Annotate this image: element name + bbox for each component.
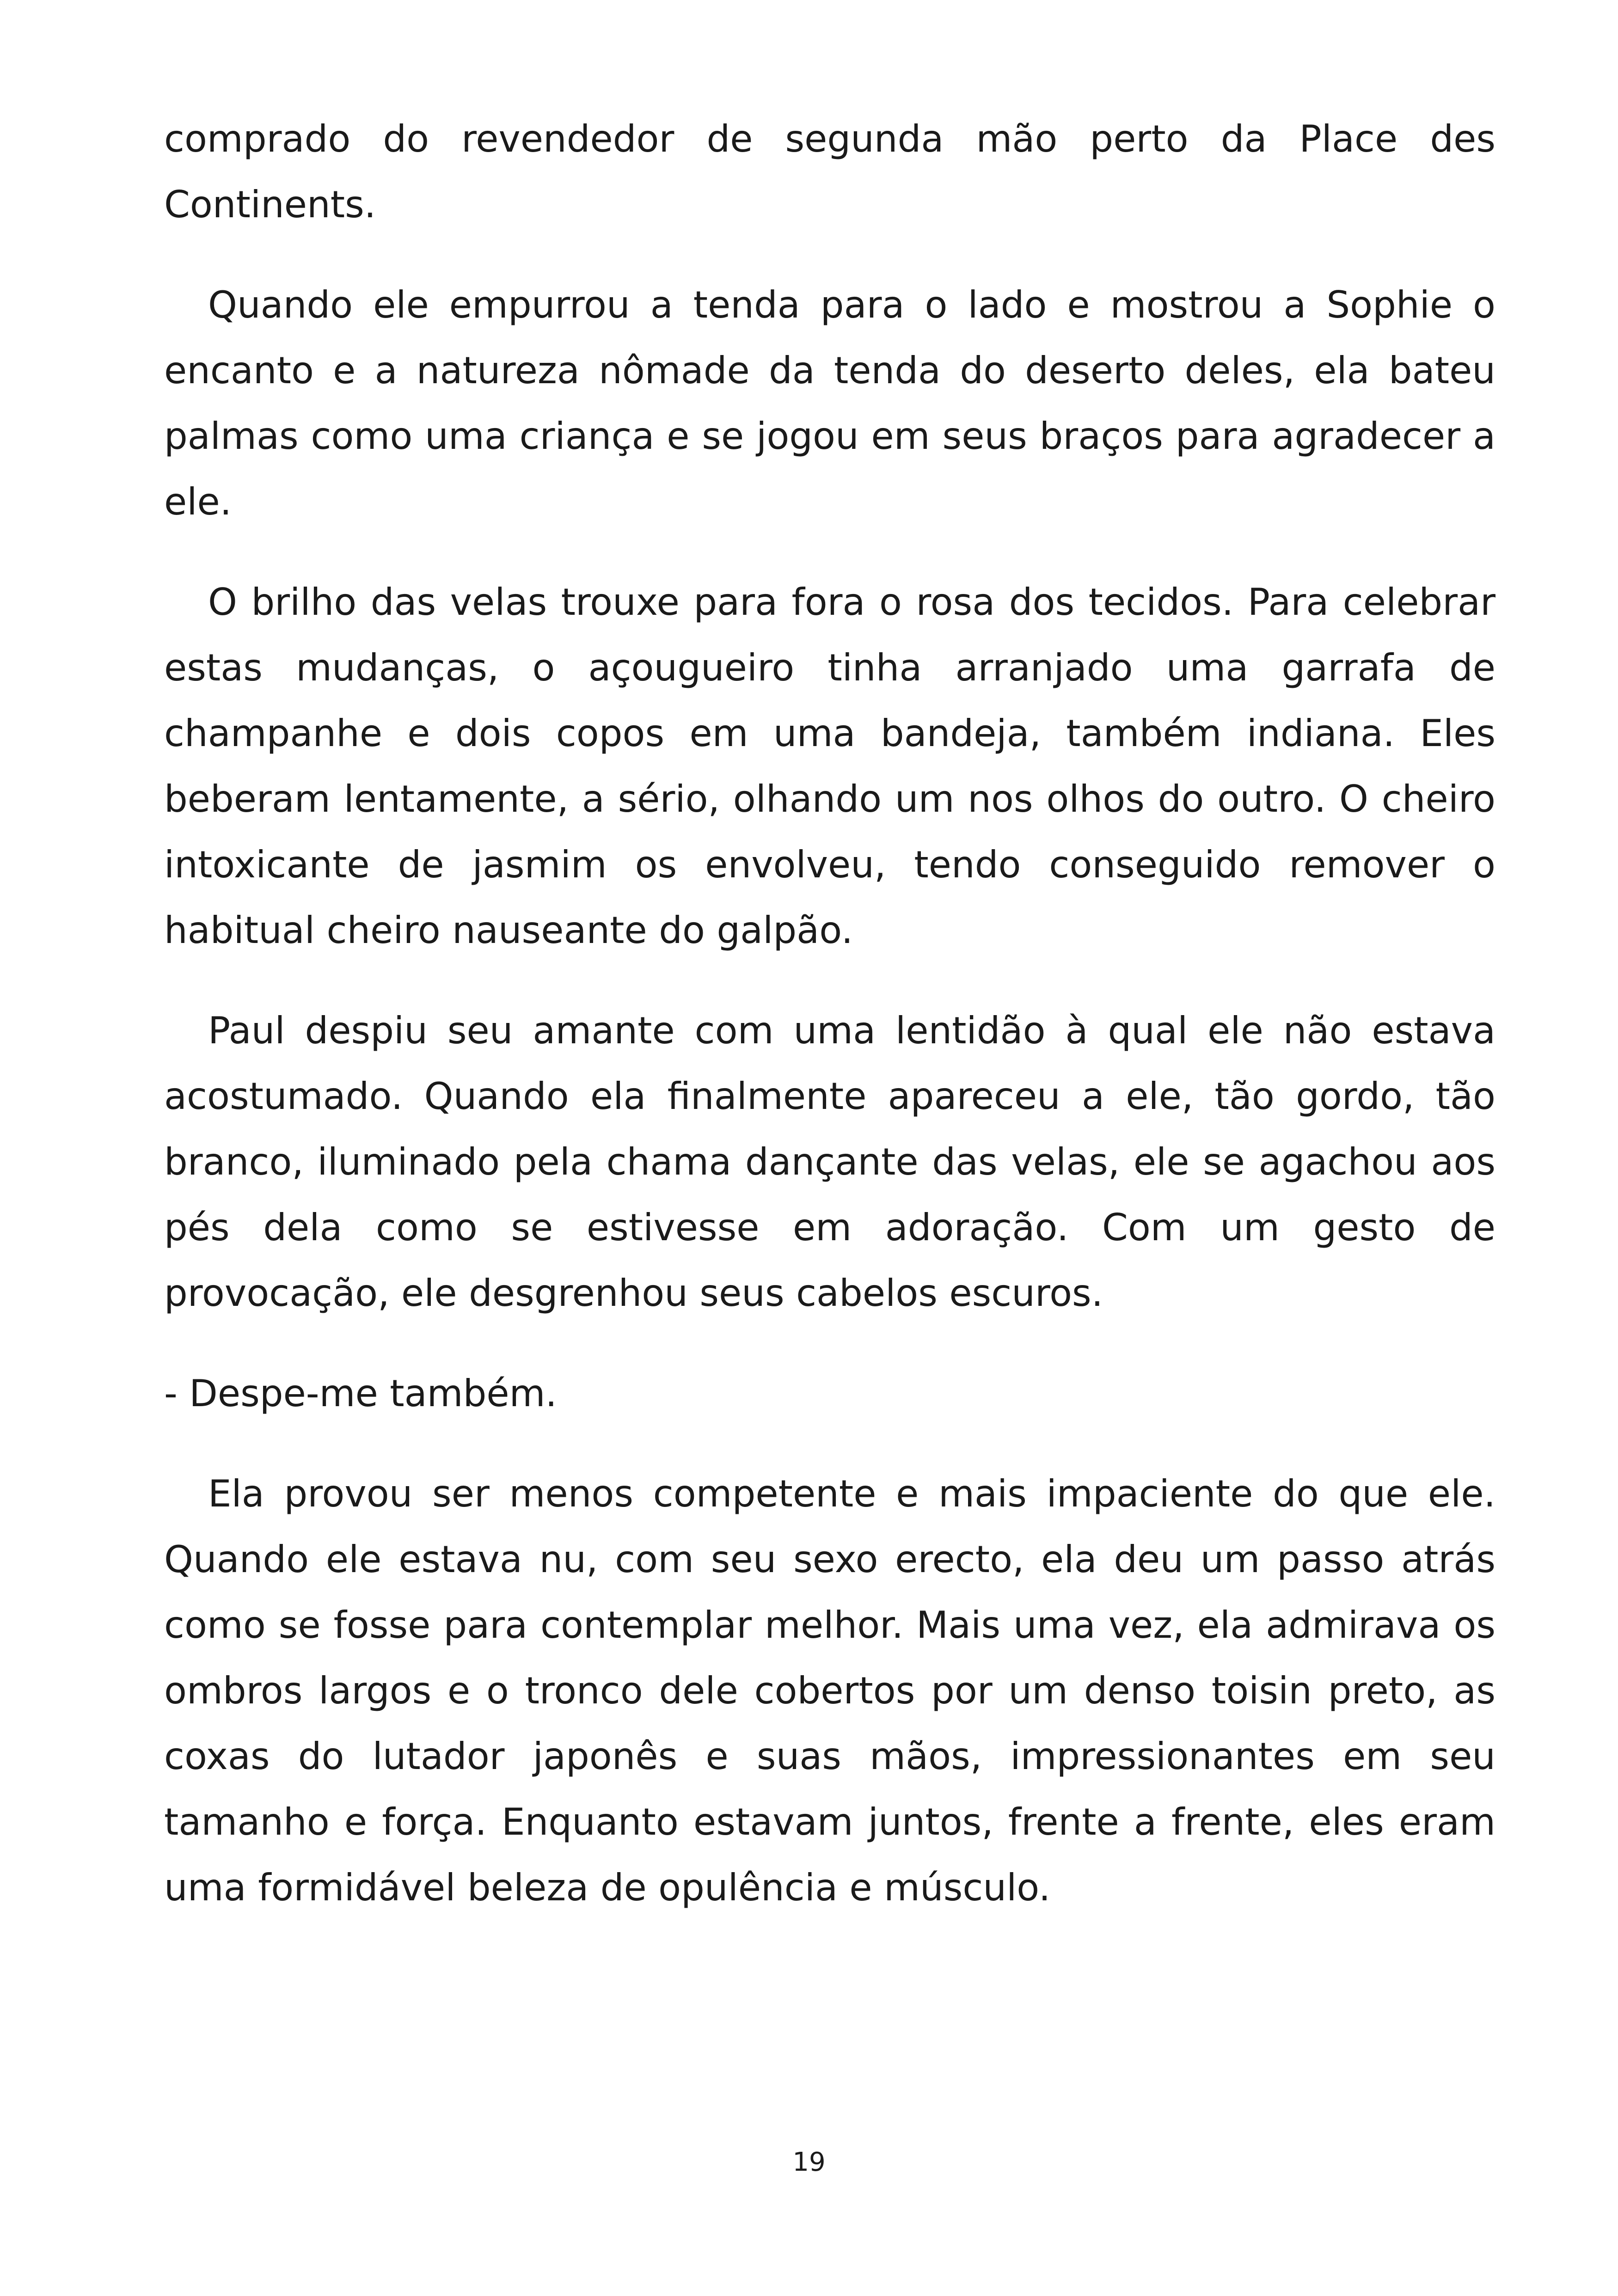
paragraph-1: comprado do revendedor de segunda mão perto da Place des Continents. <box>164 117 1495 226</box>
page-number: 19 <box>792 2147 826 2177</box>
dialogue-line: - Despe-me também. <box>164 1372 557 1415</box>
paragraph-3: O brilho das velas trouxe para fora o rosa dos tecidos. Para celebrar estas mudanças, o açougueiro tinha arranjado uma garrafa de champanhe e dois copos em uma bandeja, também indiana. Eles beberam lentamente, a sério, olhando um nos olhos do outro. O cheiro intoxicante de jasmim os envolveu, tendo conseguido remover o habitual cheiro nauseante do galpão. <box>164 581 1495 952</box>
paragraph-2: Quando ele empurrou a tenda para o lado e mostrou a Sophie o encanto e a natureza nômade da tenda do deserto deles, ela bateu palmas como uma criança e se jogou em seus braços para agradecer a ele. <box>164 283 1495 523</box>
body-text <box>164 106 1495 1955</box>
paragraph-5: Ela provou ser menos competente e mais impaciente do que ele. Quando ele estava nu, com seu sexo erecto, ela deu um passo atrás como se fosse para contemplar melhor. Mais uma vez, ela admirava os ombros largos e o tronco dele cobertos por um denso toisin preto, as coxas do lutador japonês e suas mãos, impressionantes em seu tamanho e força. Enquanto estavam juntos, frente a frente, eles eram uma formidável beleza de opulência e músculo. <box>164 1472 1495 1909</box>
paragraph-4: Paul despiu seu amante com uma lentidão à qual ele não estava acostumado. Quando ela finalmente apareceu a ele, tão gordo, tão branco, iluminado pela chama dançante das velas, ele se agachou aos pés dela como se estivesse em adoração. Com um gesto de provocação, ele desgrenhou seus cabelos escuros. <box>164 1009 1495 1315</box>
